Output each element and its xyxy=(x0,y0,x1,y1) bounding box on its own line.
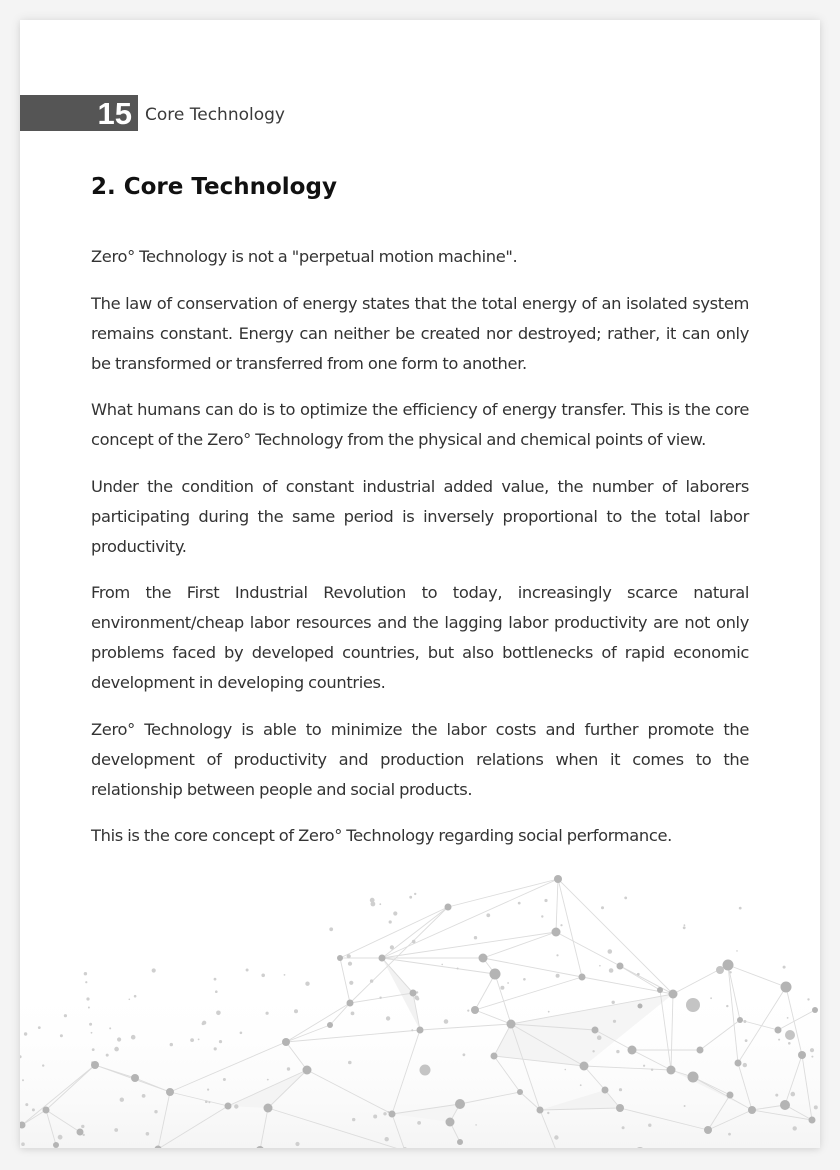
network-node xyxy=(638,1004,643,1009)
network-node xyxy=(775,1027,782,1034)
network-dust xyxy=(739,907,742,910)
network-dust xyxy=(347,954,351,958)
network-dust xyxy=(142,1094,146,1098)
network-line xyxy=(382,932,556,958)
network-dust xyxy=(261,974,265,978)
network-node xyxy=(410,990,417,997)
network-dust xyxy=(106,1054,109,1057)
network-dust xyxy=(648,1124,651,1127)
network-dust xyxy=(86,997,89,1000)
network-node xyxy=(479,954,488,963)
network-dust xyxy=(287,1067,290,1070)
network-node xyxy=(53,1142,59,1148)
network-dust xyxy=(637,973,640,976)
network-dust xyxy=(778,1039,780,1041)
network-dust xyxy=(266,1012,269,1015)
network-line xyxy=(382,958,495,974)
paragraph: This is the core concept of Zero° Technology regarding social performance. xyxy=(91,826,672,845)
network-node xyxy=(657,987,663,993)
network-dust xyxy=(84,972,87,975)
network-node xyxy=(579,974,586,981)
network-dust xyxy=(205,1100,208,1103)
network-node xyxy=(727,1092,734,1099)
network-node xyxy=(446,1118,455,1127)
network-dust xyxy=(683,926,686,929)
network-dust xyxy=(58,1135,63,1140)
network-dust xyxy=(207,1089,209,1091)
section-title: 2. Core Technology xyxy=(91,174,337,200)
network-node xyxy=(592,1027,599,1034)
network-dust xyxy=(89,1023,92,1026)
network-dust xyxy=(710,997,712,999)
network-node xyxy=(667,1066,676,1075)
network-dust xyxy=(541,915,543,917)
network-dust xyxy=(814,1105,818,1109)
network-dust xyxy=(613,1020,616,1023)
network-dust xyxy=(393,911,397,915)
network-line xyxy=(483,932,556,958)
network-dust xyxy=(370,898,375,903)
network-dust xyxy=(507,982,509,984)
network-dust xyxy=(352,1118,355,1121)
network-node xyxy=(225,1103,232,1110)
network-node xyxy=(628,1046,637,1055)
network-dust xyxy=(219,1040,222,1043)
network-dust xyxy=(83,1134,85,1136)
network-dust xyxy=(198,1039,200,1041)
network-dust xyxy=(348,962,352,966)
network-node xyxy=(91,1061,99,1069)
network-node xyxy=(490,969,501,980)
network-dust xyxy=(597,1035,602,1040)
network-dust xyxy=(783,966,786,969)
network-dust xyxy=(390,945,394,949)
network-dust xyxy=(386,1016,390,1020)
network-dust xyxy=(544,899,547,902)
network-dust xyxy=(486,913,490,917)
network-line xyxy=(448,879,558,907)
network-dust xyxy=(22,1079,24,1081)
paragraph: From the First Industrial Revolution to today, increasingly scarce natural environment/cheap labor resources and the lagging labor productivity are not only problems faced by developed countries, but also bottlenecks of rapid economic development in developing countries. xyxy=(91,583,749,692)
network-node xyxy=(389,1111,396,1118)
network-dust xyxy=(131,1035,136,1040)
network-dust xyxy=(25,1103,28,1106)
network-dust xyxy=(379,903,381,905)
network-dust xyxy=(129,999,131,1001)
network-node xyxy=(704,1126,712,1134)
network-dust xyxy=(88,1007,90,1009)
network-node xyxy=(669,990,678,999)
network-dust xyxy=(170,1043,173,1046)
network-dust xyxy=(518,902,521,905)
network-node xyxy=(737,1017,743,1023)
network-dust xyxy=(592,1050,594,1052)
body-text xyxy=(91,242,749,868)
network-dust xyxy=(60,1034,63,1037)
network-dust xyxy=(208,1101,210,1103)
network-dust xyxy=(811,1056,813,1058)
network-dust xyxy=(134,995,137,998)
network-dust xyxy=(32,1108,35,1111)
network-dust xyxy=(417,1121,421,1125)
network-dust xyxy=(21,1142,25,1146)
network-dust xyxy=(379,997,381,999)
network-dust xyxy=(608,949,613,954)
network-dust xyxy=(92,1048,95,1051)
network-dust xyxy=(651,1069,653,1071)
network-dust xyxy=(348,1061,352,1065)
network-line xyxy=(558,879,582,977)
network-dust xyxy=(775,1094,778,1097)
network-dust xyxy=(580,1084,582,1086)
network-dust xyxy=(624,897,627,900)
network-dust xyxy=(616,1050,619,1053)
network-dust xyxy=(745,1039,748,1042)
network-dust xyxy=(565,1069,567,1071)
network-dust xyxy=(612,1001,615,1004)
network-dust xyxy=(743,1020,746,1023)
network-dust xyxy=(38,1026,41,1029)
network-dust xyxy=(373,1115,377,1119)
network-node xyxy=(809,1117,816,1124)
network-dust xyxy=(523,978,526,981)
network-dust xyxy=(246,969,249,972)
page-number-tab xyxy=(20,95,138,131)
network-dust xyxy=(64,1014,67,1017)
network-dust xyxy=(190,1038,194,1042)
network-dust xyxy=(215,990,218,993)
network-node xyxy=(686,998,700,1012)
network-dust xyxy=(684,924,686,926)
network-node xyxy=(798,1051,806,1059)
network-dust xyxy=(643,1065,645,1067)
network-dust xyxy=(154,1110,157,1113)
network-dust xyxy=(120,1098,124,1102)
network-node xyxy=(455,1099,465,1109)
network-dust xyxy=(409,896,412,899)
paragraph: Zero° Technology is not a "perpetual motion machine". xyxy=(91,247,518,266)
network-dust xyxy=(684,1105,686,1107)
network-dust xyxy=(114,1047,119,1052)
network-dust xyxy=(560,924,562,926)
network-dust xyxy=(726,1005,728,1007)
network-node xyxy=(697,1047,704,1054)
network-node xyxy=(327,1022,333,1028)
network-dust xyxy=(91,1032,93,1034)
network-dust xyxy=(609,968,614,973)
network-dust xyxy=(548,1011,550,1013)
network-node xyxy=(457,1139,463,1145)
network-dust xyxy=(547,1112,549,1114)
network-dust xyxy=(234,1104,238,1108)
network-dust xyxy=(729,971,731,973)
network-dust xyxy=(475,1124,477,1126)
network-node xyxy=(552,928,561,937)
network-decoration xyxy=(20,860,820,1148)
page-number: 15 xyxy=(97,96,132,131)
network-node xyxy=(347,1000,354,1007)
network-dust xyxy=(284,974,286,976)
network-node xyxy=(785,1030,795,1040)
network-dust xyxy=(787,1017,789,1019)
network-node xyxy=(471,1006,479,1014)
network-dust xyxy=(214,978,217,981)
network-node xyxy=(491,1053,498,1060)
network-dust xyxy=(554,1135,558,1139)
network-dust xyxy=(85,981,87,983)
network-node xyxy=(688,1072,699,1083)
network-dust xyxy=(441,964,443,966)
network-dust xyxy=(305,982,309,986)
network-node xyxy=(303,1066,312,1075)
network-dust xyxy=(294,1009,298,1013)
network-dust xyxy=(216,1011,221,1016)
network-node xyxy=(379,955,386,962)
network-dust xyxy=(383,1112,386,1115)
network-node xyxy=(617,963,624,970)
network-node xyxy=(537,1107,544,1114)
network-dust xyxy=(728,1133,731,1136)
network-dust xyxy=(788,1042,791,1045)
network-dust xyxy=(117,1037,121,1041)
network-dust xyxy=(349,981,353,985)
paragraph: Zero° Technology is able to minimize the labor costs and further promote the development of productivity and production relations when it comes to the relationship between people and social products. xyxy=(91,719,749,799)
network-node xyxy=(616,1104,624,1112)
network-node xyxy=(580,1062,589,1071)
network-dust xyxy=(416,997,419,1000)
network-dust xyxy=(444,1019,449,1024)
network-node xyxy=(812,1007,818,1013)
network-dust xyxy=(467,1010,469,1012)
network-dust xyxy=(807,998,809,1000)
network-dust xyxy=(267,1079,269,1081)
network-node xyxy=(131,1074,139,1082)
network-dust xyxy=(556,954,558,956)
paragraph: What humans can do is to optimize the efficiency of energy transfer. This is the core concept of the Zero° Technology from the physical and chemical points of view. xyxy=(91,400,749,449)
network-dust xyxy=(622,1126,625,1129)
network-line xyxy=(558,879,673,994)
network-dust xyxy=(214,1047,217,1050)
network-dust xyxy=(500,986,504,990)
network-node xyxy=(417,1027,424,1034)
network-dust xyxy=(24,1032,27,1035)
network-dust xyxy=(810,1048,814,1052)
network-node xyxy=(735,1060,742,1067)
network-node xyxy=(43,1107,50,1114)
network-dust xyxy=(295,1142,299,1146)
network-dust xyxy=(736,950,738,952)
network-dust xyxy=(146,1132,150,1136)
network-dust xyxy=(109,1027,111,1029)
network-dust xyxy=(385,1137,389,1141)
network-node xyxy=(166,1088,174,1096)
network-node xyxy=(77,1129,84,1136)
network-dust xyxy=(619,1088,622,1091)
network-node xyxy=(264,1104,273,1113)
network-node xyxy=(554,875,562,883)
network-dust xyxy=(223,1078,226,1081)
network-dust xyxy=(457,968,459,970)
network-dust xyxy=(743,1063,747,1067)
network-dust xyxy=(412,940,416,944)
network-node xyxy=(602,1087,609,1094)
network-dust xyxy=(599,965,601,967)
network-dust xyxy=(463,1053,466,1056)
network-node xyxy=(337,955,343,961)
paragraph: Under the condition of constant industrial added value, the number of laborers participating during the same period is inversely proportional to the total labor productivity. xyxy=(91,476,749,556)
network-dust xyxy=(81,1125,84,1128)
network-dust xyxy=(329,927,333,931)
network-line xyxy=(556,879,558,932)
network-dust xyxy=(202,1022,205,1025)
document-page xyxy=(20,20,820,1148)
network-dust xyxy=(474,936,477,939)
paragraph: The law of conservation of energy states that the total energy of an isolated system remains constant. Energy can neither be created nor destroyed; rather, it can only be transformed or transferred from one form to another. xyxy=(91,293,749,373)
network-dust xyxy=(414,893,416,895)
network-node xyxy=(507,1020,516,1029)
network-dust xyxy=(791,1092,796,1097)
network-node xyxy=(723,960,734,971)
running-header-title: Core Technology xyxy=(145,105,285,125)
network-dust xyxy=(389,920,392,923)
network-dust xyxy=(556,974,560,978)
network-dust xyxy=(601,906,604,909)
network-node xyxy=(445,904,452,911)
network-dust xyxy=(240,1032,243,1035)
network-node xyxy=(517,1089,523,1095)
network-dust xyxy=(370,979,373,982)
network-node xyxy=(420,1065,431,1076)
network-node xyxy=(716,966,724,974)
network-dust xyxy=(114,1128,118,1132)
network-dust xyxy=(411,1029,413,1031)
network-dust xyxy=(793,1126,797,1130)
network-node xyxy=(282,1038,290,1046)
network-node xyxy=(780,1100,790,1110)
network-node xyxy=(781,982,792,993)
network-node xyxy=(748,1106,756,1114)
network-dust xyxy=(42,1064,44,1066)
network-dust xyxy=(351,1012,355,1016)
network-dust xyxy=(152,968,156,972)
